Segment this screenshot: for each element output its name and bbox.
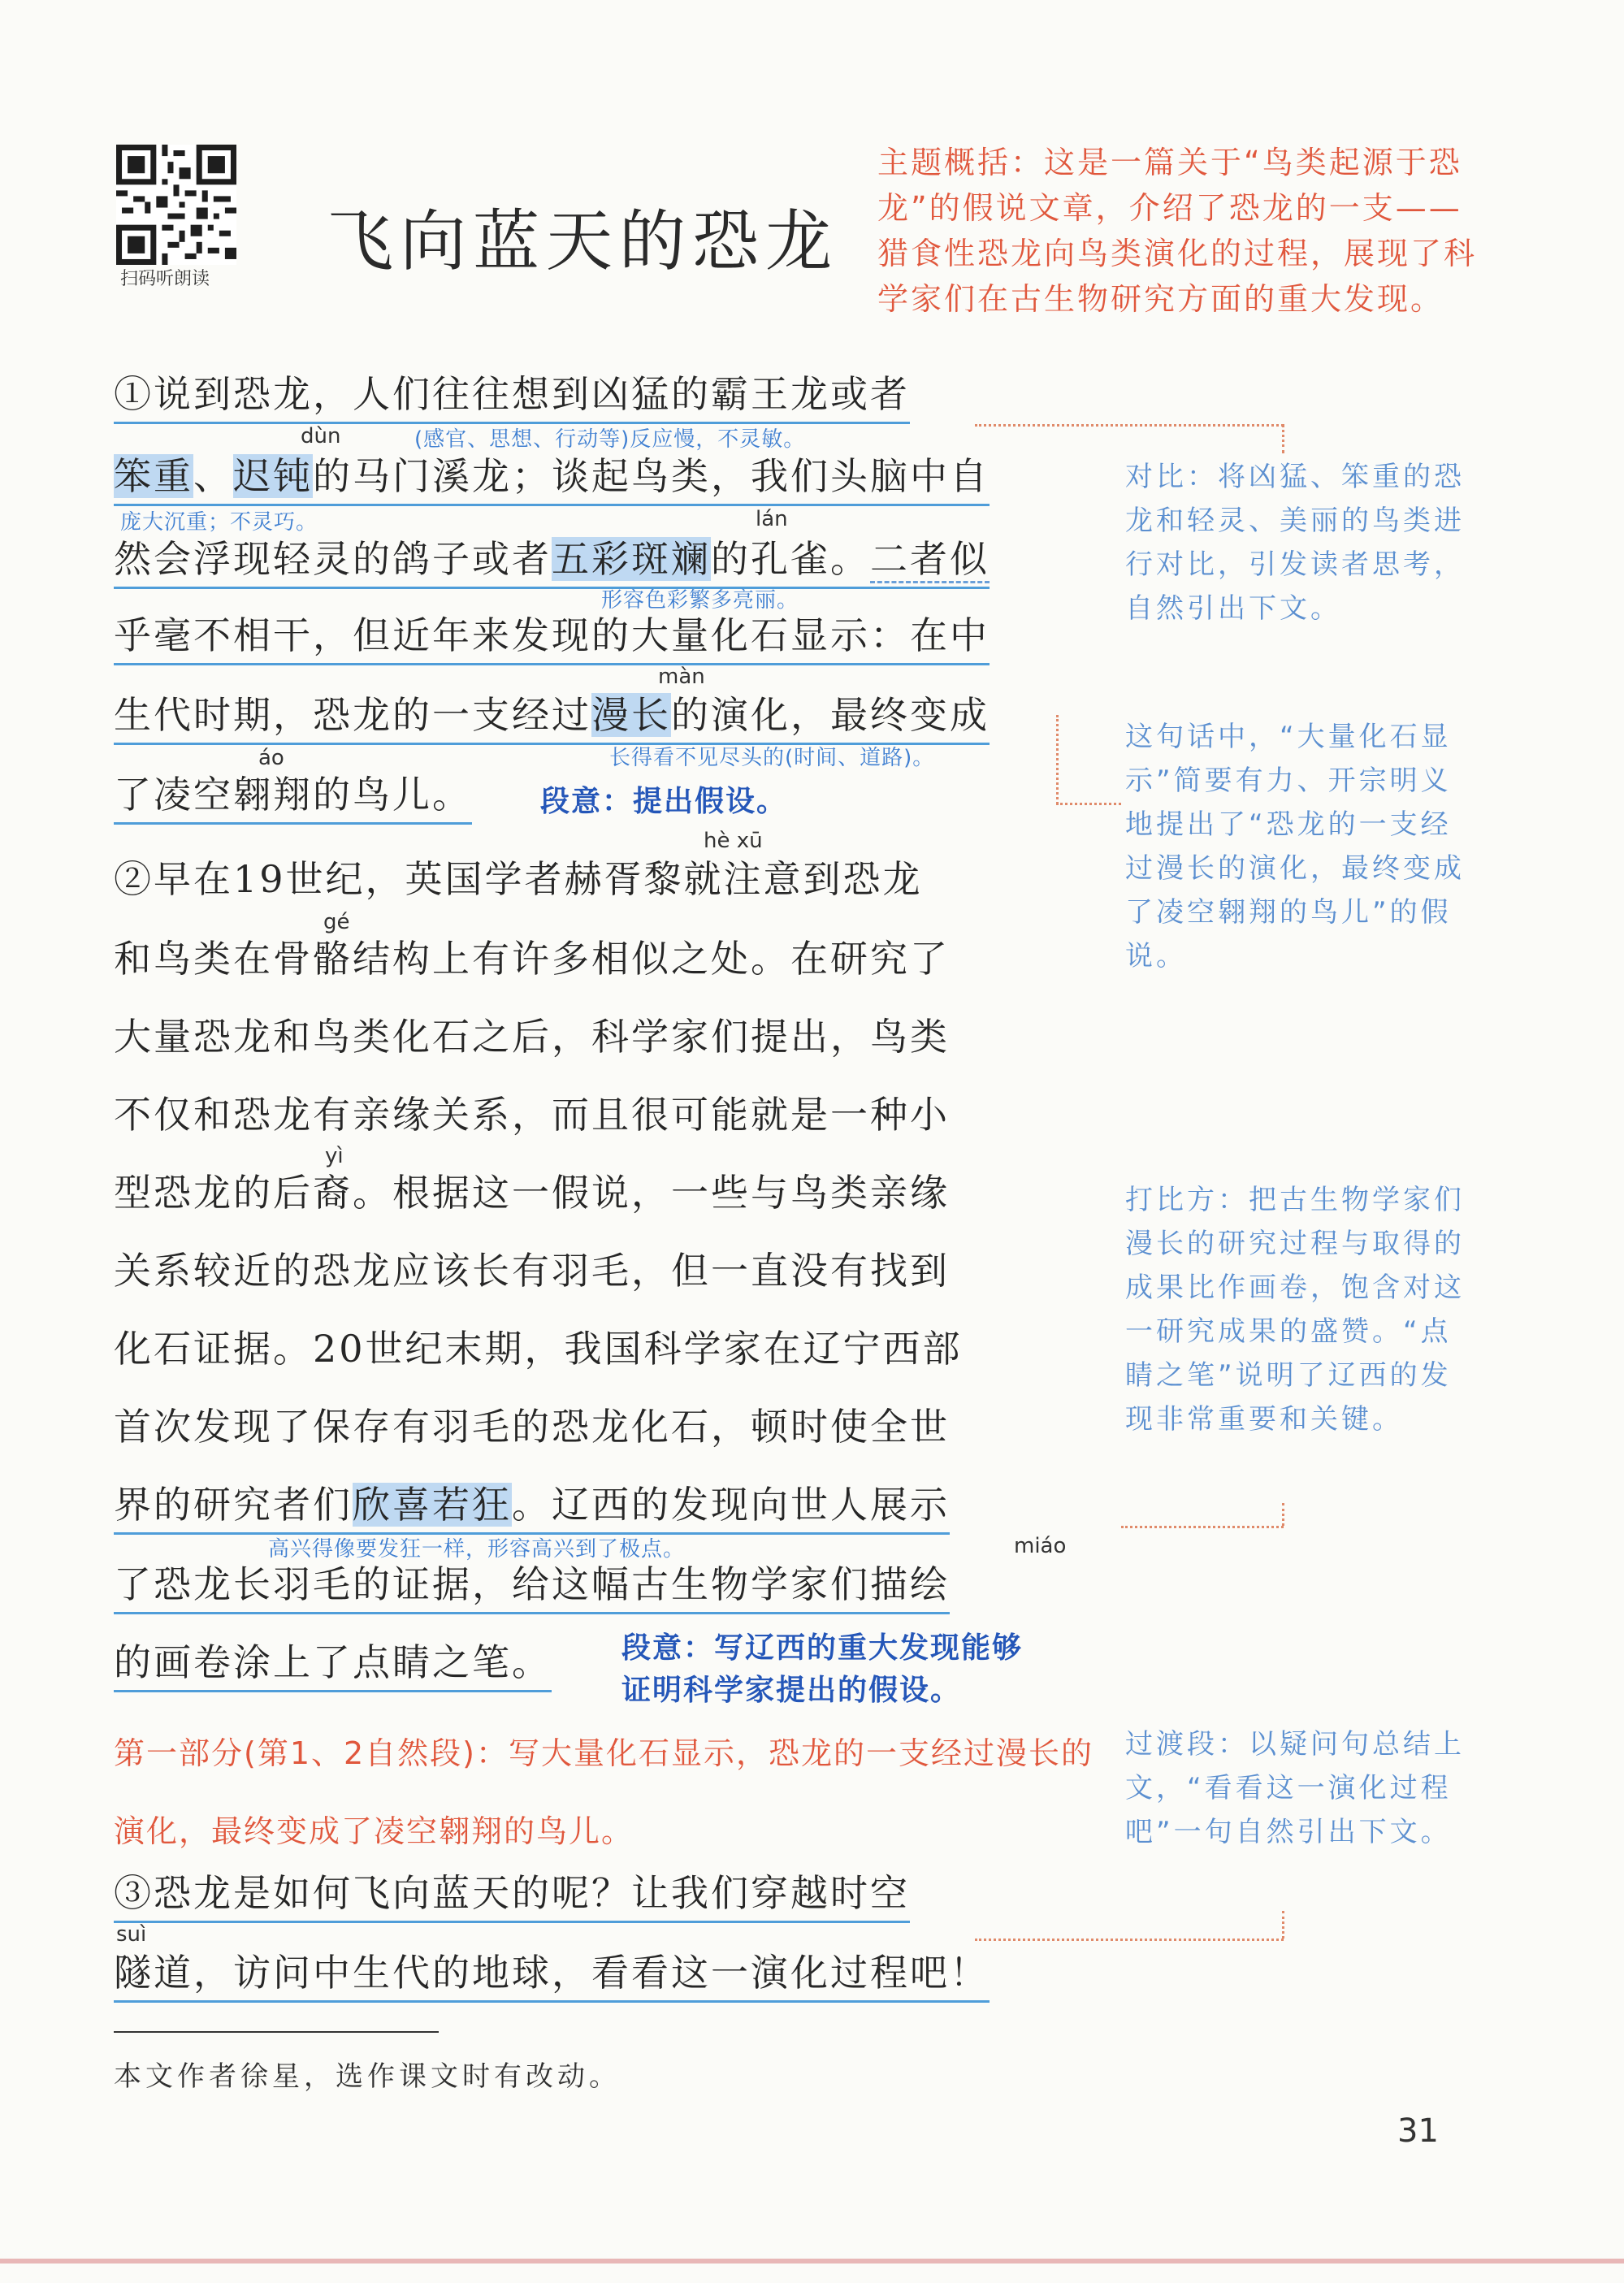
connector-analogy xyxy=(1121,1526,1284,1528)
pinyin-man: màn xyxy=(658,665,705,689)
qr-code-icon xyxy=(116,145,236,265)
dun-definition-note: (感官、思想、行动等)反应慢，不灵敏。 xyxy=(414,427,806,452)
pinyin-ge: gé xyxy=(323,910,350,934)
clumsy-definition-note: 庞大沉重；不灵巧。 xyxy=(120,510,318,535)
para1-line1: ①说到恐龙，人们往往想到凶猛的霸王龙或者 xyxy=(114,370,910,424)
para2-line8: 首次发现了保存有羽毛的恐龙化石，顿时使全世 xyxy=(114,1405,950,1449)
pinyin-hexu: hè xū xyxy=(704,829,763,853)
pinyin-ao: áo xyxy=(258,746,284,770)
highlight-dull: 迟钝 xyxy=(233,454,313,498)
para1-line4: 乎毫不相干，但近年来发现的大量化石显示：在中 xyxy=(114,611,990,665)
side-note-hypothesis: 这句话中，“大量化石显示”简要有力、开宗明义地提出了“恐龙的一支经过漫长的演化，最终变成了凌空翱翔的鸟儿”的假说。 xyxy=(1125,721,1465,973)
highlight-long: 漫长 xyxy=(591,693,671,737)
qr-caption: 扫码听朗读 xyxy=(120,269,210,289)
para2-line11: 的画卷涂上了点睛之笔。 xyxy=(114,1638,552,1692)
para2-meaning-note-2: 证明科学家提出的假设。 xyxy=(621,1674,962,1707)
para3-line1: ③恐龙是如何飞向蓝天的呢？让我们穿越时空 xyxy=(114,1869,910,1923)
para2-line3: 大量恐龙和鸟类化石之后，科学家们提出，鸟类 xyxy=(114,1015,950,1059)
ecstatic-definition-note: 高兴得像要发狂一样，形容高兴到了极点。 xyxy=(268,1537,686,1562)
para3-line2: 隧道，访问中生代的地球，看看这一演化过程吧！ xyxy=(114,1948,990,2003)
para2-line9-a: 界的研究者们 xyxy=(114,1483,353,1527)
part-one-summary: 第一部分(第1、2自然段)：写大量化石显示，恐龙的一支经过漫长的演化，最终变成了凌空翱翔的鸟儿。 xyxy=(114,1735,1094,1849)
para1-line5 xyxy=(114,691,990,745)
para2-line6: 关系较近的恐龙应该长有羽毛，但一直没有找到 xyxy=(114,1249,950,1293)
para1-line6: 了凌空翱翔的鸟儿。 xyxy=(114,770,472,825)
connector-hypothesis xyxy=(1056,803,1121,805)
para2-line4: 不仅和恐龙有亲缘关系，而且很可能就是一种小 xyxy=(114,1093,950,1137)
para1-line5-a: 生代时期，恐龙的一支经过 xyxy=(114,693,591,737)
connector-hypothesis-v xyxy=(1056,715,1059,804)
para1-line3 xyxy=(114,535,990,589)
connector-transition xyxy=(975,1939,1284,1941)
para1-line2-sep: 、 xyxy=(193,454,233,498)
highlight-ecstatic: 欣喜若狂 xyxy=(353,1483,512,1527)
connector-transition-v xyxy=(1282,1911,1284,1939)
para1-line5-c: 的演化，最终变成 xyxy=(671,693,990,737)
theme-summary-note: 主题概括：这是一篇关于“鸟类起源于恐龙”的假说文章，介绍了恐龙的一支——猎食性恐龙向鸟类演化的过程，展现了科学家们在古生物研究方面的重大发现。 xyxy=(877,145,1478,317)
footnote: 本文作者徐星，选作课文时有改动。 xyxy=(114,2060,621,2093)
pinyin-miao: miáo xyxy=(1014,1534,1067,1558)
para2-meaning-note-1: 段意：写辽西的重大发现能够 xyxy=(621,1631,1024,1665)
para1-line2 xyxy=(114,452,990,506)
lesson-title: 飞向蓝天的恐龙 xyxy=(327,203,839,280)
page-bottom-edge xyxy=(0,2259,1624,2264)
para2-line10: 了恐龙长羽毛的证据，给这幅古生物学家们描绘 xyxy=(114,1560,950,1614)
para2-line9-c: 。辽西的发现向世人展示 xyxy=(512,1483,950,1527)
para2-line9 xyxy=(114,1480,950,1535)
footnote-rule xyxy=(114,2031,439,2033)
pinyin-yi: yì xyxy=(325,1144,344,1168)
para1-meaning-note: 段意：提出假设。 xyxy=(540,785,788,818)
para1-line3-a: 然会浮现轻灵的鸽子或者 xyxy=(114,537,552,581)
side-note-analogy: 打比方：把古生物学家们漫长的研究过程与取得的成果比作画卷，饱含对这一研究成果的盛赞。“点睛之笔”说明了辽西的发现非常重要和关键。 xyxy=(1125,1184,1465,1436)
highlight-colorful: 五彩斑斓 xyxy=(552,537,711,581)
pinyin-sui: suì xyxy=(116,1922,147,1947)
connector-contrast-v xyxy=(1282,424,1284,453)
para2-line5: 型恐龙的后裔。根据这一假说，一些与鸟类亲缘 xyxy=(114,1171,950,1215)
long-definition-note: 长得看不见尽头的(时间、道路)。 xyxy=(609,746,935,770)
pinyin-dun: dùn xyxy=(301,424,341,448)
para2-line7: 化石证据。20世纪末期，我国科学家在辽宁西部 xyxy=(114,1327,963,1371)
para1-line3-c: 的孔雀。 xyxy=(711,537,870,581)
side-note-contrast: 对比：将凶猛、笨重的恐龙和轻灵、美丽的鸟类进行对比，引发读者思考，自然引出下文。 xyxy=(1125,461,1465,625)
para1-line3-d: 二者似 xyxy=(870,537,990,583)
para1-line2-rest: 的马门溪龙；谈起鸟类，我们头脑中自 xyxy=(313,454,990,498)
connector-contrast xyxy=(975,424,1284,427)
colorful-definition-note: 形容色彩繁多亮丽。 xyxy=(601,588,799,613)
side-note-transition: 过渡段：以疑问句总结上文，“看看这一演化过程吧”一句自然引出下文。 xyxy=(1125,1728,1465,1848)
connector-analogy-v xyxy=(1282,1503,1284,1526)
highlight-clumsy: 笨重 xyxy=(114,454,193,498)
page-number: 31 xyxy=(1397,2112,1439,2150)
para2-line1: ②早在19世纪，英国学者赫胥黎就注意到恐龙 xyxy=(114,857,923,901)
pinyin-lan: lán xyxy=(756,507,788,531)
para2-line2: 和鸟类在骨骼结构上有许多相似之处。在研究了 xyxy=(114,937,950,981)
